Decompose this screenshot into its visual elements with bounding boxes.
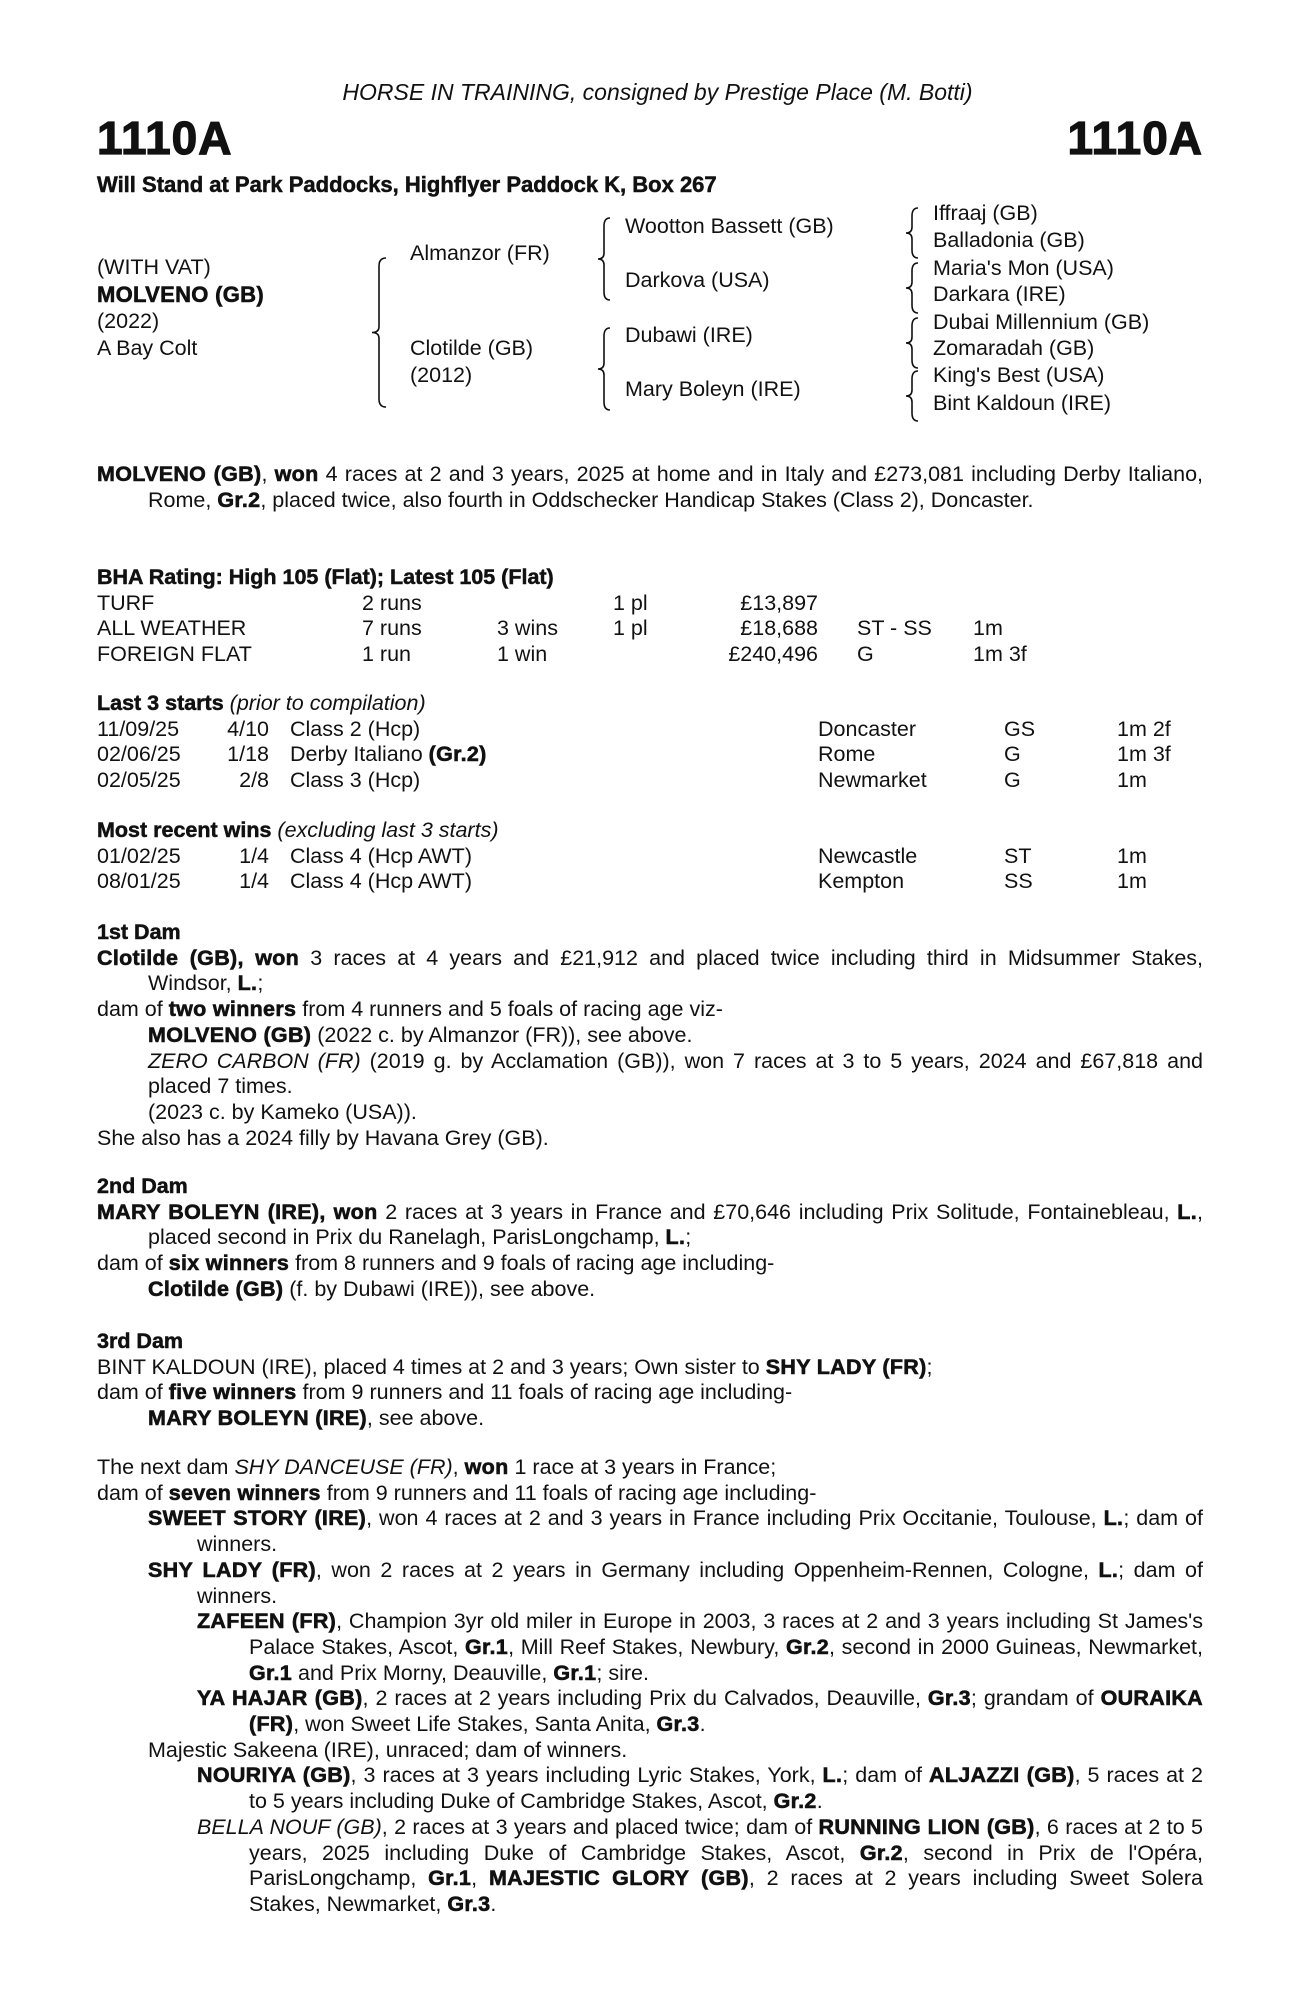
text: , 2 races at 2 years including Sweet Solera Stakes, Newmarket, [249, 1866, 1203, 1916]
text: (2023 c. by Kameko (USA)). [148, 1099, 417, 1124]
great-grandparent: King's Best (USA) [933, 363, 1105, 387]
great-grandparent: Iffraaj (GB) [933, 201, 1038, 225]
dam-year: (2012) [410, 363, 473, 387]
text: ; [926, 1354, 933, 1379]
first-dam-title: 1st Dam [97, 920, 181, 944]
brace-icon [598, 218, 610, 300]
text: , see above. [366, 1406, 485, 1431]
runs: 7 runs [362, 616, 422, 641]
bold-text: Gr.2 [217, 487, 261, 512]
text: dam of [97, 1251, 169, 1276]
bold-text: L. [1103, 1506, 1124, 1531]
bold-text: YA HAJAR (GB) [197, 1686, 363, 1711]
text: Majestic Sakeena (IRE), unraced; dam of winners. [148, 1737, 628, 1762]
course: Rome [818, 742, 876, 767]
paragraph [97, 1355, 1203, 1381]
race-row [97, 717, 1203, 743]
wins: 1 win [497, 642, 548, 667]
text: 2 races at 3 years in France and £70,646 including Prix Solitude, Fontainebleau, [377, 1199, 1178, 1224]
paragraph [97, 1738, 1203, 1764]
bold-text: Gr.3 [447, 1891, 491, 1916]
position: 1/4 [239, 869, 269, 894]
text: 3 races at 4 years and £21,912 and placed twice including third in Midsummer Stakes, Windsor, [148, 945, 1203, 996]
text: ; dam of winners. [197, 1506, 1203, 1557]
bold-text: SWEET STORY (IRE) [148, 1506, 367, 1531]
dam: Clotilde (GB) [410, 336, 534, 360]
text: , [471, 1866, 489, 1891]
text: 1 race at 3 years in France; [508, 1455, 777, 1479]
bold-text: MOLVENO (GB) [148, 1022, 312, 1047]
distance: 1m 3f [1117, 742, 1171, 767]
race [290, 869, 472, 895]
surface: ALL WEATHER [97, 616, 247, 641]
text: , placed second in Prix du Ranelagh, ParisLongchamp, [148, 1199, 1203, 1250]
last-starts-note: (prior to compilation) [229, 691, 426, 715]
text: dam of [97, 997, 169, 1022]
race-grade: (Gr.2) [428, 742, 487, 767]
bold-text: SHY LADY (FR) [148, 1557, 316, 1582]
bold-text: Clotilde (GB), won [97, 945, 300, 970]
position: 1/4 [239, 843, 269, 868]
text: 4 races at 2 and 3 years, 2025 at home and in Italy and £273,081 including Derby Italiano, Rome, [148, 462, 1204, 512]
date: 02/05/25 [97, 768, 181, 793]
text: , 5 races at 2 to 5 years including Duke of Cambridge Stakes, Ascot, [249, 1763, 1203, 1814]
race-name: Class 2 (Hcp) [290, 716, 421, 741]
second-dam-section [97, 1174, 1203, 1303]
race [290, 844, 472, 870]
text: , Mill Reef Stakes, Newbury, [508, 1634, 786, 1659]
wins: 3 wins [497, 616, 558, 641]
text: (2019 g. by Acclamation (GB)), won 7 races at 3 to 5 years, 2024 and £67,818 and placed 7 times. [148, 1048, 1203, 1099]
text: ; [685, 1225, 692, 1250]
bold-text: six winners [168, 1251, 290, 1276]
text: dam of [97, 1480, 169, 1505]
last-starts-title: Last 3 starts [97, 691, 224, 715]
bold-text: Gr.2 [773, 1789, 817, 1814]
paragraph [97, 1506, 1203, 1557]
text: , second in 2000 Guineas, Newmarket, [829, 1634, 1203, 1659]
distance: 1m 2f [1117, 716, 1171, 741]
bold-text: Gr.1 [428, 1866, 472, 1891]
brace-icon [906, 318, 918, 368]
next-dam-section [97, 1455, 1203, 1918]
distance: 1m [1117, 843, 1147, 868]
bold-text: OURAIKA (FR) [249, 1686, 1203, 1737]
paragraph [97, 1023, 1203, 1049]
bold-text: Clotilde (GB) [148, 1276, 284, 1301]
bold-text: Gr.1 [249, 1660, 293, 1685]
paragraph [97, 1049, 1203, 1100]
third-dam-section [97, 1329, 1203, 1432]
runs: 1 run [362, 642, 412, 667]
race-name: Class 4 (Hcp AWT) [290, 843, 472, 868]
pl: 1 pl [613, 616, 648, 641]
text: , [261, 462, 275, 486]
paragraph [97, 1455, 1203, 1481]
race-summary [97, 462, 1203, 513]
going: G [857, 642, 874, 667]
paragraph [97, 1406, 1203, 1432]
grandsire-sire: Wootton Bassett (GB) [625, 214, 834, 238]
date: 01/02/25 [97, 843, 181, 868]
date: 08/01/25 [97, 869, 181, 894]
bold-text: won [274, 462, 319, 486]
great-grandparent: Darkara (IRE) [933, 282, 1066, 306]
paragraph [97, 1380, 1203, 1406]
text: from 8 runners and 9 foals of racing age including- [289, 1251, 775, 1276]
text: She also has a 2024 filly by Havana Grey (GB). [97, 1125, 549, 1150]
bold-text: L. [822, 1763, 843, 1788]
brace-icon [598, 328, 610, 410]
going: G [1004, 742, 1021, 767]
race-name: Class 3 (Hcp) [290, 768, 421, 793]
third-dam-title: 3rd Dam [97, 1329, 184, 1353]
text: ; sire. [596, 1660, 649, 1685]
foal-year: (2022) [97, 309, 160, 333]
text: , Champion 3yr old miler in Europe in 2003, 3 races at 2 and 3 years including St James's Palace Stakes, Ascot, [249, 1609, 1203, 1659]
bold-text: MAJESTIC GLORY (GB) [488, 1866, 749, 1891]
bold-text: MARY BOLEYN (IRE) [148, 1406, 367, 1431]
text: . [490, 1891, 497, 1916]
paragraph [97, 1126, 1203, 1152]
going: ST - SS [857, 616, 932, 641]
text: from 4 runners and 5 foals of racing age viz- [296, 997, 723, 1022]
paragraph [97, 997, 1203, 1023]
bold-text: L. [1098, 1557, 1119, 1582]
first-dam-section [97, 920, 1203, 1151]
great-grandparent: Zomaradah (GB) [933, 336, 1095, 360]
text: , won Sweet Life Stakes, Santa Anita, [293, 1712, 657, 1737]
italic-text: ZERO CARBON (FR) [148, 1048, 361, 1073]
text: ; dam of [842, 1763, 930, 1788]
text: . [816, 1789, 823, 1814]
bold-text: ZAFEEN (FR) [197, 1609, 337, 1634]
text: dam of [97, 1380, 169, 1405]
text: , 3 races at 3 years including Lyric Stakes, York, [350, 1763, 823, 1788]
bold-text: SHY LADY (FR) [765, 1354, 927, 1379]
lot-number-right: 1110A [1067, 112, 1203, 164]
distance: 1m [1117, 768, 1147, 793]
going: SS [1004, 869, 1033, 894]
recent-wins-note: (excluding last 3 starts) [277, 818, 499, 842]
italic-text: BELLA NOUF (GB) [197, 1814, 382, 1839]
last-starts-section [97, 691, 1203, 794]
rating-row [97, 591, 1203, 617]
race-row [97, 844, 1203, 870]
bold-text: seven winners [168, 1480, 321, 1505]
granddam-sire: Darkova (USA) [625, 268, 770, 292]
paragraph [97, 1251, 1203, 1277]
recent-wins-section [97, 818, 1203, 895]
bold-text: Gr.2 [785, 1634, 830, 1659]
course: Doncaster [818, 716, 916, 741]
brace-icon [906, 371, 918, 421]
great-grandparent: Maria's Mon (USA) [933, 256, 1114, 280]
date: 02/06/25 [97, 742, 181, 767]
bold-text: two winners [168, 997, 297, 1022]
text: The next dam [97, 1455, 235, 1479]
paragraph [97, 1481, 1203, 1507]
bold-text: MOLVENO (GB) [97, 462, 262, 486]
going: ST [1004, 843, 1032, 868]
brace-icon [906, 263, 918, 313]
course: Newcastle [818, 843, 918, 868]
bold-text: L. [665, 1225, 686, 1250]
race [290, 717, 420, 743]
text: ; grandam of [970, 1686, 1101, 1711]
pl: 1 pl [613, 590, 648, 615]
text: ; dam of winners. [197, 1557, 1203, 1608]
race-row [97, 869, 1203, 895]
text: and Prix Morny, Deauville, [292, 1660, 554, 1685]
going: GS [1004, 716, 1036, 741]
text: . [699, 1712, 706, 1737]
race [290, 742, 487, 768]
great-grandparent: Bint Kaldoun (IRE) [933, 391, 1112, 415]
text: from 9 runners and 11 foals of racing age including- [320, 1480, 817, 1505]
rating-title: BHA Rating: High 105 (Flat); Latest 105 (Flat) [97, 565, 554, 589]
bold-text: Gr.1 [465, 1634, 509, 1659]
race-name: Derby Italiano [290, 742, 429, 767]
lot-number-left: 1110A [97, 112, 233, 164]
paragraph [97, 1558, 1203, 1609]
vat-note: (WITH VAT) [97, 255, 211, 279]
race [290, 768, 420, 794]
race-row [97, 768, 1203, 794]
race-row [97, 742, 1203, 768]
surface: TURF [97, 590, 155, 615]
text: , 2 races at 2 years including Prix du Calvados, Deauville, [362, 1686, 928, 1711]
bold-text: five winners [168, 1380, 297, 1405]
paragraph [97, 1100, 1203, 1126]
course: Kempton [818, 869, 905, 894]
text: BINT KALDOUN (IRE), placed 4 times at 2 and 3 years; Own sister to [97, 1354, 766, 1379]
great-grandparent: Dubai Millennium (GB) [933, 310, 1150, 334]
text: , 6 races at 2 to 5 years, 2025 including Duke of Cambridge Stakes, Ascot, [249, 1814, 1203, 1865]
bold-text: MARY BOLEYN (IRE), won [97, 1199, 378, 1224]
distance: 1m 3f [973, 642, 1027, 667]
text: , won 2 races at 2 years in Germany including Oppenheim-Rennen, Cologne, [315, 1557, 1099, 1582]
paragraph [97, 1763, 1203, 1814]
money: £18,688 [740, 616, 818, 641]
brace-icon [372, 258, 386, 407]
text: , [452, 1455, 465, 1479]
horse-name: MOLVENO (GB) [97, 282, 264, 307]
bold-text: Gr.3 [927, 1686, 971, 1711]
brace-icon [906, 208, 918, 258]
paragraph [97, 946, 1203, 997]
text: , second in Prix de l'Opéra, ParisLongchamp, [249, 1840, 1203, 1891]
text: (2022 c. by Almanzor (FR)), see above. [311, 1022, 693, 1047]
rating-section [97, 565, 1203, 668]
consignor-line: HORSE IN TRAINING, consigned by Prestige Place (M. Botti) [342, 79, 973, 105]
paragraph [97, 462, 1203, 513]
text: (f. by Dubawi (IRE)), see above. [283, 1276, 596, 1301]
bold-text: won [464, 1455, 509, 1479]
bold-text: ALJAZZI (GB) [929, 1763, 1075, 1788]
granddam-dam: Mary Boleyn (IRE) [625, 377, 801, 401]
paragraph [97, 1277, 1203, 1303]
distance: 1m [1117, 869, 1147, 894]
text: , placed twice, also fourth in Oddschecker Handicap Stakes (Class 2), Doncaster. [260, 487, 1034, 512]
bold-text: RUNNING LION (GB) [818, 1814, 1035, 1839]
sire: Almanzor (FR) [410, 241, 550, 265]
rating-row [97, 642, 1203, 668]
paragraph [97, 1815, 1203, 1918]
bold-text: Gr.1 [553, 1660, 597, 1685]
date: 11/09/25 [97, 716, 180, 741]
money: £13,897 [740, 590, 818, 615]
paragraph [97, 1200, 1203, 1251]
rating-row [97, 616, 1203, 642]
money: £240,496 [728, 642, 818, 667]
bold-text: Gr.2 [859, 1840, 903, 1865]
bold-text: L. [237, 971, 258, 996]
distance: 1m [973, 616, 1003, 641]
bold-text: NOURIYA (GB) [197, 1763, 351, 1788]
position: 4/10 [227, 716, 269, 741]
stand-location: Will Stand at Park Paddocks, Highflyer Paddock K, Box 267 [97, 172, 717, 197]
position: 1/18 [227, 742, 269, 767]
course: Newmarket [818, 768, 927, 793]
paragraph [97, 1686, 1203, 1737]
italic-text: SHY DANCEUSE (FR) [234, 1455, 453, 1479]
paragraph [97, 1609, 1203, 1686]
text: ; [257, 971, 264, 996]
bold-text: Gr.3 [656, 1712, 700, 1737]
surface: FOREIGN FLAT [97, 642, 252, 667]
great-grandparent: Balladonia (GB) [933, 228, 1085, 252]
text: from 9 runners and 11 foals of racing age including- [296, 1380, 793, 1405]
position: 2/8 [239, 768, 269, 793]
second-dam-title: 2nd Dam [97, 1174, 188, 1198]
recent-wins-title: Most recent wins [97, 818, 272, 842]
race-name: Class 4 (Hcp AWT) [290, 869, 472, 894]
horse-description: A Bay Colt [97, 336, 198, 360]
bold-text: L. [1177, 1199, 1198, 1224]
going: G [1004, 768, 1021, 793]
text: , 2 races at 3 years and placed twice; dam of [381, 1814, 819, 1839]
text: , won 4 races at 2 and 3 years in France including Prix Occitanie, Toulouse, [366, 1506, 1104, 1531]
grandsire-dam: Dubawi (IRE) [625, 323, 753, 347]
runs: 2 runs [362, 590, 422, 615]
